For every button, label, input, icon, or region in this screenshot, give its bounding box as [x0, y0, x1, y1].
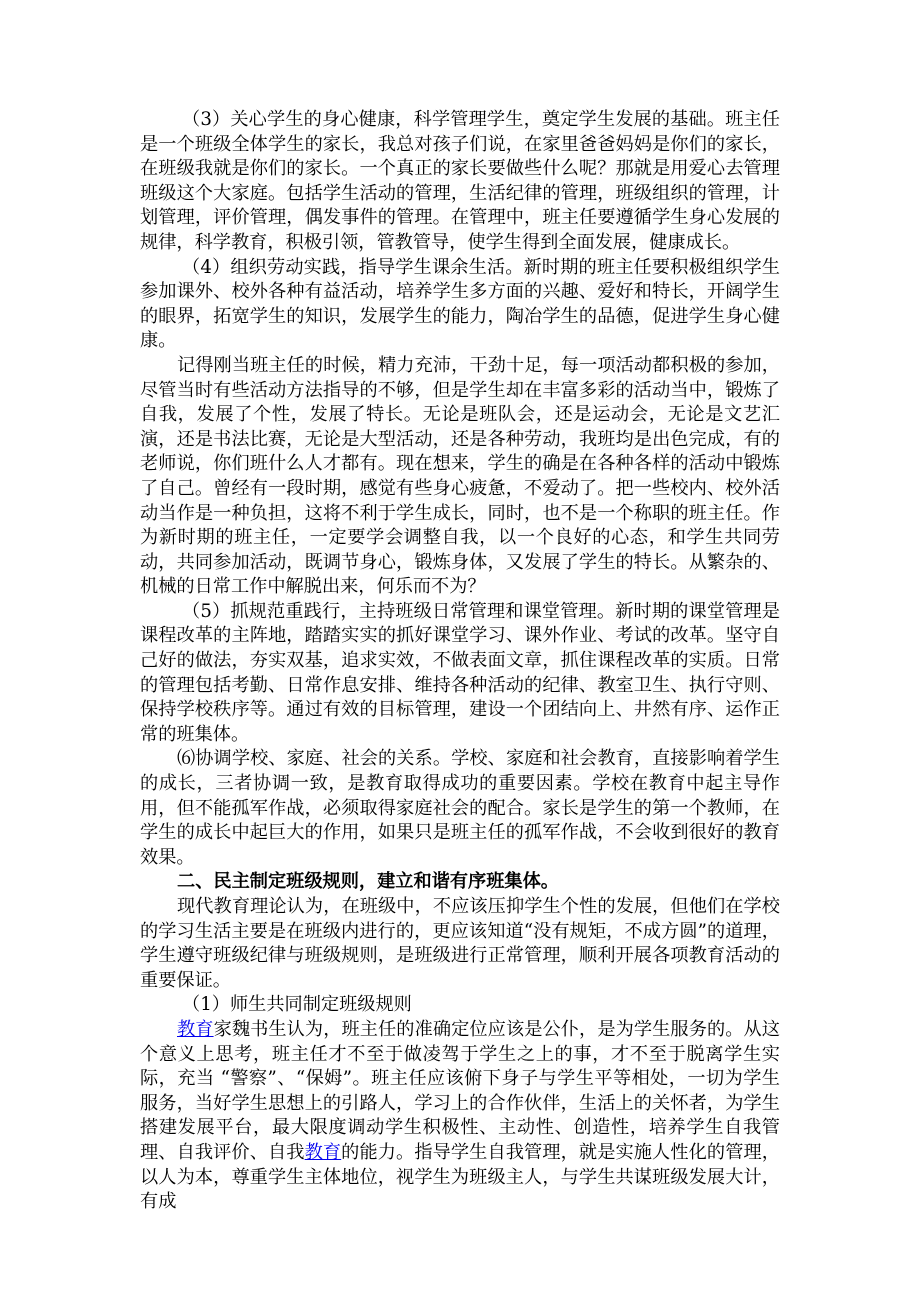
section-heading-2: 二、民主制定班级规则，建立和谐有序班集体。: [177, 871, 559, 893]
education-link-1[interactable]: 教育: [177, 1018, 214, 1040]
paragraph-text-part-2: 的能力。指导学生自我管理，就是实施人性化的管理，以人为本，尊重学生主体地位，视学生为班级主人，与学生共谋班级发展大计，有成: [140, 1141, 780, 1213]
paragraph-section-4: （4）组织劳动实践，指导学生课余生活。新时期的班主任要积极组织学生参加课外、校外各种有益活动，培养学生多方面的兴趣、爱好和特长，开阔学生的眼界，拓宽学生的知识，发展学生的能力，陶冶学生的品德，促进学生身心健康。: [140, 256, 780, 352]
paragraph-text-part-1: 家魏书生认为，班主任的准确定位应该是公仆，是为学生服务的。从这个意义上思考，班主任才不至于做凌驾于学生之上的事，才不至于脱离学生实际，充当 “警察”、“保姆”。班主任应该俯下身子与学生平等相处，一切为学生服务，当好学生思想上的引路人，学习上的合作伙伴，生活上的关怀者，为学生搭建发展平台，最大限度调动学生积极性、主动性、创造性，培养学生自我管理、自我评价、自我: [140, 1018, 780, 1163]
document-page: [140, 108, 780, 1215]
paragraph-section-6: ⑹协调学校、家庭、社会的关系。学校、家庭和社会教育，直接影响着学生的成长，三者协调一致，是教育取得成功的重要因素。学校在教育中起主导作用，但不能孤军作战，必须取得家庭社会的配合。家长是学生的第一个教师，在学生的成长中起巨大的作用，如果只是班主任的孤军作战，不会收到很好的教育效果。: [140, 748, 780, 868]
paragraph-memory: 记得刚当班主任的时候，精力充沛，干劲十足，每一项活动都积极的参加，尽管当时有些活动方法指导的不够，但是学生却在丰富多彩的活动当中，锻炼了自我，发展了个性，发展了特长。无论是班队会，还是运动会，无论是文艺汇演，还是书法比赛，无论是大型活动，还是各种劳动，我班均是出色完成，有的老师说，你们班什么人才都有。现在想来，学生的确是在各种各样的活动中锻炼了自己。曾经有一段时期，感觉有些身心疲惫，不爱动了。把一些校内、校外活动当作是一种负担，这将不利于学生成长，同时，也不是一个称职的班主任。作为新时期的班主任，一定要学会调整自我，以一个良好的心态，和学生共同劳动，共同参加活动，既调节身心，锻炼身体，又发展了学生的特长。从繁杂的、机械的日常工作中解脱出来，何乐而不为？: [140, 354, 780, 598]
subheading-1: （1）师生共同制定班级规则: [182, 994, 412, 1016]
education-link-2[interactable]: 教育: [304, 1141, 342, 1163]
paragraph-wei-shusheng: [140, 1018, 780, 1215]
paragraph-section-3: （3）关心学生的身心健康，科学管理学生，奠定学生发展的基础。班主任是一个班级全体学生的家长，我总对孩子们说，在家里爸爸妈妈是你们的家长，在班级我就是你们的家长。一个真正的家长要做些什么呢？那就是用爱心去管理班级这个大家庭。包括学生活动的管理，生活纪律的管理，班级组织的管理，计划管理，评价管理，偶发事件的管理。在管理中，班主任要遵循学生身心发展的规律，科学教育，积极引领，管教管导，使学生得到全面发展，健康成长。: [140, 109, 780, 253]
paragraph-section-5: （5）抓规范重践行，主持班级日常管理和课堂管理。新时期的课堂管理是课程改革的主阵地，踏踏实实的抓好课堂学习、课外作业、考试的改革。坚守自己好的做法，夯实双基，追求实效，不做表面文章，抓住课程改革的实质。日常的管理包括考勤、日常作息安排、维持各种活动的纪律、教室卫生、执行守则、保持学校秩序等。通过有效的目标管理，建设一个团结向上、井然有序、运作正常的班集体。: [140, 600, 780, 745]
paragraph-modern-theory: 现代教育理论认为，在班级中，不应该压抑学生个性的发展，但他们在学校的学习生活主要是在班级内进行的，更应该知道“没有规矩，不成方圆”的道理，学生遵守班级纪律与班级规则，是班级进行正常管理，顺利开展各项教育活动的重要保证。: [140, 896, 780, 991]
